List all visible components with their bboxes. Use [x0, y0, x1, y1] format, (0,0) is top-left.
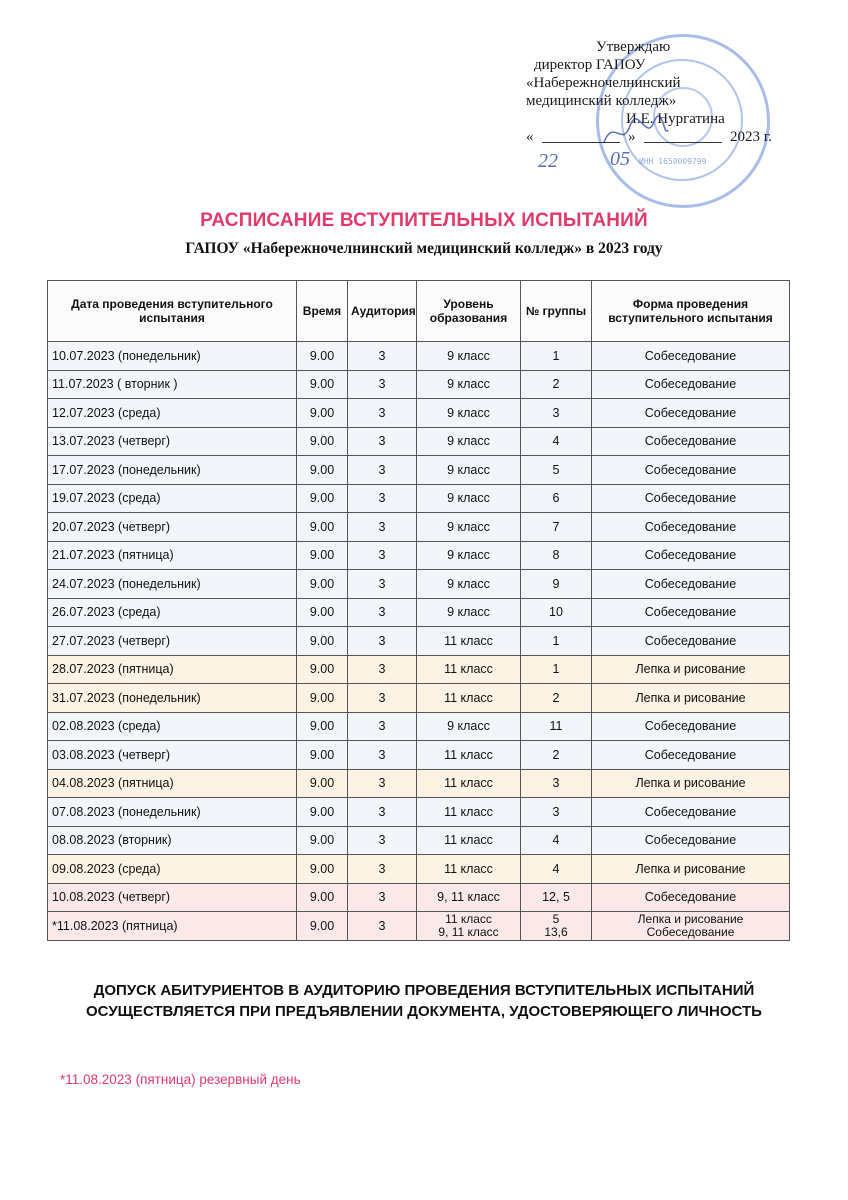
cell-date: 20.07.2023 (четверг)	[48, 513, 297, 542]
cell-time: 9.00	[297, 456, 348, 485]
date-year: 2023 г.	[730, 129, 772, 145]
cell-group: 2	[521, 370, 592, 399]
handwritten-day: 22	[538, 150, 558, 172]
cell-time: 9.00	[297, 541, 348, 570]
page-title: РАСПИСАНИЕ ВСТУПИТЕЛЬНЫХ ИСПЫТАНИЙ	[200, 210, 648, 231]
cell-level: 9 класс	[417, 513, 521, 542]
table-row	[48, 712, 790, 741]
cell-date: 28.07.2023 (пятница)	[48, 655, 297, 684]
table-row	[48, 427, 790, 456]
table-row	[48, 855, 790, 884]
cell-date: 27.07.2023 (четверг)	[48, 627, 297, 656]
cell-form: Собеседование	[592, 399, 790, 428]
table-row	[48, 655, 790, 684]
cell-level: 11 класс	[417, 769, 521, 798]
cell-time: 9.00	[297, 826, 348, 855]
cell-group: 4	[521, 855, 592, 884]
cell-time: 9.00	[297, 655, 348, 684]
cell-group	[521, 912, 592, 941]
cell-time: 9.00	[297, 741, 348, 770]
cell-form: Собеседование	[592, 456, 790, 485]
cell-group: 1	[521, 655, 592, 684]
cell-group: 1	[521, 342, 592, 371]
cell-room: 3	[348, 484, 417, 513]
header-date: Дата проведения вступительного испытания	[48, 281, 297, 342]
schedule-table	[47, 280, 790, 941]
table-row	[48, 826, 790, 855]
table-row	[48, 741, 790, 770]
table-row	[48, 513, 790, 542]
cell-form: Собеседование	[592, 513, 790, 542]
table-row	[48, 598, 790, 627]
cell-level: 9 класс	[417, 427, 521, 456]
director-signature	[600, 112, 670, 152]
table-row	[48, 541, 790, 570]
cell-time: 9.00	[297, 399, 348, 428]
cell-group: 1	[521, 627, 592, 656]
cell-room: 3	[348, 883, 417, 912]
cell-group: 10	[521, 598, 592, 627]
table-row	[48, 342, 790, 371]
cell-form	[592, 912, 790, 941]
cell-time: 9.00	[297, 684, 348, 713]
cell-level: 9 класс	[417, 484, 521, 513]
table-row	[48, 484, 790, 513]
cell-time: 9.00	[297, 342, 348, 371]
cell-date: 17.07.2023 (понедельник)	[48, 456, 297, 485]
table-row	[48, 456, 790, 485]
cell-group: 9	[521, 570, 592, 599]
cell-level: 11 класс	[417, 826, 521, 855]
cell-form: Собеседование	[592, 627, 790, 656]
cell-date: 26.07.2023 (среда)	[48, 598, 297, 627]
cell-room: 3	[348, 798, 417, 827]
cell-time: 9.00	[297, 570, 348, 599]
table-row	[48, 798, 790, 827]
cell-date: 24.07.2023 (понедельник)	[48, 570, 297, 599]
cell-form: Собеседование	[592, 570, 790, 599]
cell-date: *11.08.2023 (пятница)	[48, 912, 297, 941]
cell-group: 8	[521, 541, 592, 570]
cell-level: 11 класс	[417, 855, 521, 884]
cell-date: 04.08.2023 (пятница)	[48, 769, 297, 798]
table-row	[48, 570, 790, 599]
cell-level: 9 класс	[417, 399, 521, 428]
cell-form: Собеседование	[592, 712, 790, 741]
cell-form: Лепка и рисование	[592, 684, 790, 713]
table-row	[48, 684, 790, 713]
cell-group: 2	[521, 741, 592, 770]
cell-form: Собеседование	[592, 883, 790, 912]
cell-time: 9.00	[297, 513, 348, 542]
cell-level: 9 класс	[417, 456, 521, 485]
cell-room: 3	[348, 712, 417, 741]
approval-org-line1: «Набережночелнинский	[526, 75, 681, 91]
cell-form: Лепка и рисование	[592, 655, 790, 684]
cell-date: 19.07.2023 (среда)	[48, 484, 297, 513]
cell-form: Собеседование	[592, 370, 790, 399]
cell-group: 4	[521, 427, 592, 456]
handwritten-month: 05	[610, 148, 630, 170]
cell-date: 03.08.2023 (четверг)	[48, 741, 297, 770]
cell-date: 09.08.2023 (среда)	[48, 855, 297, 884]
cell-form: Лепка и рисование	[592, 769, 790, 798]
cell-room: 3	[348, 826, 417, 855]
date-close-quote: »	[628, 129, 636, 145]
cell-time: 9.00	[297, 598, 348, 627]
cell-form: Собеседование	[592, 541, 790, 570]
cell-group-line: 5	[552, 911, 560, 926]
cell-date: 10.07.2023 (понедельник)	[48, 342, 297, 371]
cell-level	[417, 912, 521, 941]
cell-room: 3	[348, 655, 417, 684]
cell-level: 9 класс	[417, 541, 521, 570]
cell-form: Собеседование	[592, 741, 790, 770]
cell-date: 21.07.2023 (пятница)	[48, 541, 297, 570]
table-row	[48, 370, 790, 399]
cell-group: 3	[521, 769, 592, 798]
cell-time: 9.00	[297, 427, 348, 456]
cell-room: 3	[348, 456, 417, 485]
schedule-body	[48, 342, 790, 941]
cell-level: 11 класс	[417, 798, 521, 827]
cell-level: 9 класс	[417, 712, 521, 741]
cell-time: 9.00	[297, 798, 348, 827]
approval-org-line2: медицинский колледж»	[526, 93, 677, 109]
cell-room: 3	[348, 627, 417, 656]
table-row	[48, 399, 790, 428]
cell-level: 9 класс	[417, 342, 521, 371]
cell-room: 3	[348, 427, 417, 456]
cell-time: 9.00	[297, 912, 348, 941]
cell-room: 3	[348, 513, 417, 542]
approval-heading: Утверждаю	[596, 39, 671, 55]
cell-form: Собеседование	[592, 427, 790, 456]
table-row	[48, 627, 790, 656]
header-room: Аудитория	[348, 281, 417, 342]
cell-time: 9.00	[297, 370, 348, 399]
table-header-row	[48, 281, 790, 342]
cell-group: 2	[521, 684, 592, 713]
cell-group: 7	[521, 513, 592, 542]
header-form: Форма проведения вступительного испытания	[592, 281, 790, 342]
cell-group-line: 13,6	[544, 924, 568, 939]
cell-room: 3	[348, 855, 417, 884]
reserve-day-footnote: *11.08.2023 (пятница) резервный день	[60, 1072, 301, 1087]
cell-level: 9 класс	[417, 370, 521, 399]
cell-room: 3	[348, 684, 417, 713]
cell-date: 31.07.2023 (понедельник)	[48, 684, 297, 713]
cell-date: 12.07.2023 (среда)	[48, 399, 297, 428]
cell-form: Собеседование	[592, 798, 790, 827]
header-time: Время	[297, 281, 348, 342]
cell-date: 07.08.2023 (понедельник)	[48, 798, 297, 827]
cell-time: 9.00	[297, 627, 348, 656]
cell-date: 02.08.2023 (среда)	[48, 712, 297, 741]
header-level: Уровень образования	[417, 281, 521, 342]
cell-group: 12, 5	[521, 883, 592, 912]
cell-time: 9.00	[297, 484, 348, 513]
date-open-quote: «	[526, 129, 534, 145]
cell-room: 3	[348, 541, 417, 570]
cell-level: 9 класс	[417, 598, 521, 627]
table-row	[48, 769, 790, 798]
cell-form: Собеседование	[592, 342, 790, 371]
cell-date: 10.08.2023 (четверг)	[48, 883, 297, 912]
table-row-reserve	[48, 912, 790, 941]
cell-level: 11 класс	[417, 741, 521, 770]
cell-group: 6	[521, 484, 592, 513]
cell-group: 4	[521, 826, 592, 855]
cell-form: Собеседование	[592, 598, 790, 627]
admission-notice: ДОПУСК АБИТУРИЕНТОВ В АУДИТОРИЮ ПРОВЕДЕНИЯ ВСТУПИТЕЛЬНЫХ ИСПЫТАНИЙ ОСУЩЕСТВЛЯЕТСЯ ПРИ ПРЕДЪЯВЛЕНИИ ДОКУМЕНТА, УДОСТОВЕРЯЮЩЕГО ЛИЧНОСТЬ	[86, 982, 762, 1020]
cell-group: 3	[521, 798, 592, 827]
cell-room: 3	[348, 769, 417, 798]
cell-level-line: 11 класс	[445, 911, 492, 926]
cell-room: 3	[348, 598, 417, 627]
cell-room: 3	[348, 741, 417, 770]
cell-form: Лепка и рисование	[592, 855, 790, 884]
cell-form: Собеседование	[592, 484, 790, 513]
cell-level: 11 класс	[417, 684, 521, 713]
cell-form-line: Собеседование	[646, 924, 735, 939]
cell-time: 9.00	[297, 769, 348, 798]
cell-room: 3	[348, 912, 417, 941]
header-group: № группы	[521, 281, 592, 342]
cell-date: 08.08.2023 (вторник)	[48, 826, 297, 855]
cell-room: 3	[348, 399, 417, 428]
cell-group: 3	[521, 399, 592, 428]
cell-form: Собеседование	[592, 826, 790, 855]
seal-number: ИНН 1650009799	[639, 157, 707, 166]
cell-form-line: Лепка и рисование	[637, 911, 744, 926]
cell-date: 11.07.2023 ( вторник )	[48, 370, 297, 399]
cell-level: 11 класс	[417, 655, 521, 684]
cell-date: 13.07.2023 (четверг)	[48, 427, 297, 456]
approval-position: директор ГАПОУ	[534, 57, 646, 73]
cell-level: 9, 11 класс	[417, 883, 521, 912]
page-subtitle: ГАПОУ «Набережночелнинский медицинский колледж» в 2023 году	[185, 240, 663, 257]
cell-room: 3	[348, 370, 417, 399]
cell-level: 9 класс	[417, 570, 521, 599]
cell-group: 5	[521, 456, 592, 485]
cell-group: 11	[521, 712, 592, 741]
cell-room: 3	[348, 570, 417, 599]
cell-time: 9.00	[297, 883, 348, 912]
table-row	[48, 883, 790, 912]
cell-time: 9.00	[297, 712, 348, 741]
cell-level-line: 9, 11 класс	[438, 924, 499, 939]
approval-signatory: И.Е. Нургатина	[626, 111, 725, 127]
cell-time: 9.00	[297, 855, 348, 884]
cell-level: 11 класс	[417, 627, 521, 656]
cell-room: 3	[348, 342, 417, 371]
